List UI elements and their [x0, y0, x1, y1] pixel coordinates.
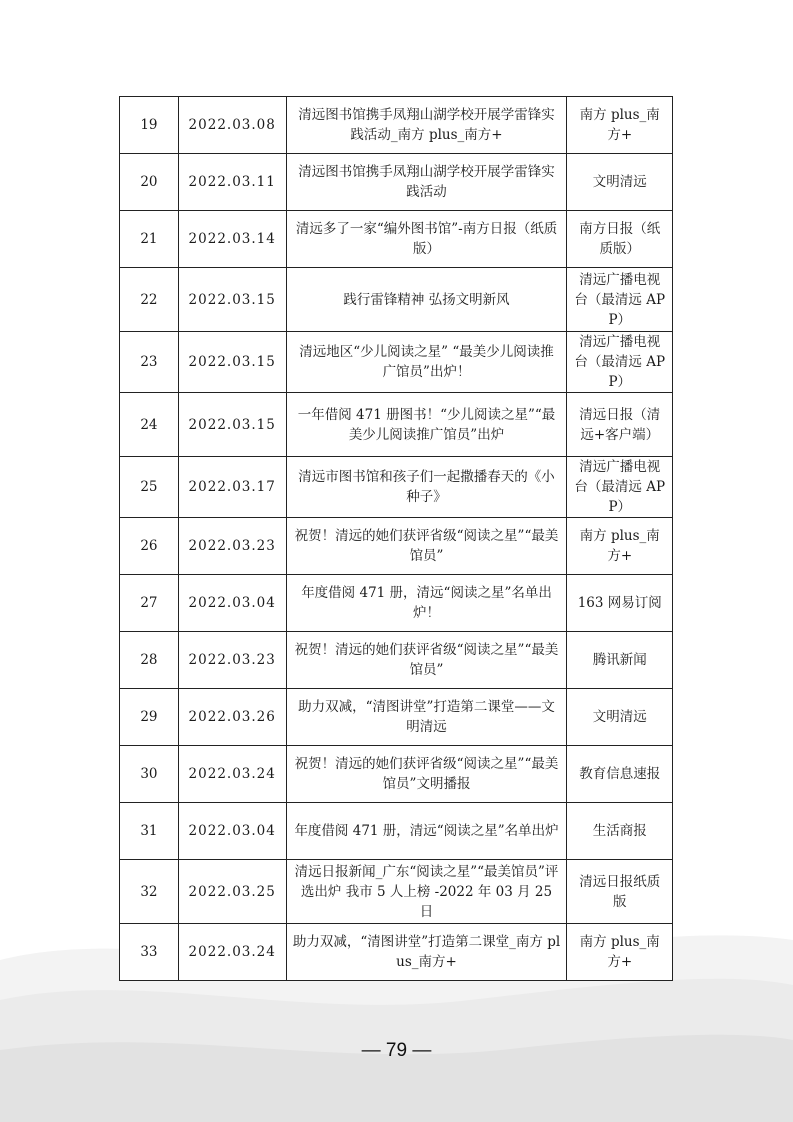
row-date: 2022.03.15	[178, 332, 286, 393]
row-date: 2022.03.24	[178, 746, 286, 803]
row-date: 2022.03.15	[178, 393, 286, 457]
row-source: 清远广播电视台（最清远 APP）	[567, 268, 673, 332]
row-number: 30	[120, 746, 179, 803]
row-number: 29	[120, 689, 179, 746]
row-number: 21	[120, 211, 179, 268]
table-row	[120, 268, 673, 332]
row-number: 20	[120, 154, 179, 211]
row-number: 27	[120, 575, 179, 632]
row-number: 23	[120, 332, 179, 393]
row-source: 南方 plus_南方+	[567, 97, 673, 154]
table-row	[120, 632, 673, 689]
row-title: 祝贺！清远的她们获评省级“阅读之星”“最美馆员”文明播报	[286, 746, 567, 803]
row-date: 2022.03.25	[178, 860, 286, 924]
table-body	[120, 97, 673, 981]
row-source: 教育信息速报	[567, 746, 673, 803]
row-title: 清远地区“少儿阅读之星” “最美少儿阅读推广馆员”出炉！	[286, 332, 567, 393]
row-title: 清远图书馆携手凤翔山湖学校开展学雷锋实践活动	[286, 154, 567, 211]
row-source: 生活商报	[567, 803, 673, 860]
row-number: 24	[120, 393, 179, 457]
media-coverage-table	[119, 96, 673, 981]
row-date: 2022.03.23	[178, 632, 286, 689]
table-row	[120, 575, 673, 632]
row-date: 2022.03.04	[178, 575, 286, 632]
table-row	[120, 332, 673, 393]
row-source: 文明清远	[567, 689, 673, 746]
row-number: 32	[120, 860, 179, 924]
row-title: 祝贺！清远的她们获评省级“阅读之星”“最美馆员”	[286, 632, 567, 689]
row-source: 清远广播电视台（最清远 APP）	[567, 457, 673, 518]
table-row	[120, 746, 673, 803]
row-number: 19	[120, 97, 179, 154]
row-title: 清远多了一家“编外图书馆”-南方日报（纸质版）	[286, 211, 567, 268]
row-title: 助力双减，“清图讲堂”打造第二课堂——文明清远	[286, 689, 567, 746]
row-date: 2022.03.11	[178, 154, 286, 211]
table-row	[120, 803, 673, 860]
row-date: 2022.03.23	[178, 518, 286, 575]
table-row	[120, 518, 673, 575]
row-number: 28	[120, 632, 179, 689]
row-title: 一年借阅 471 册图书！“少儿阅读之星”“最美少儿阅读推广馆员”出炉	[286, 393, 567, 457]
row-number: 26	[120, 518, 179, 575]
row-date: 2022.03.24	[178, 924, 286, 981]
row-number: 31	[120, 803, 179, 860]
row-date: 2022.03.15	[178, 268, 286, 332]
row-date: 2022.03.08	[178, 97, 286, 154]
row-title: 年度借阅 471 册，清远“阅读之星”名单出炉！	[286, 575, 567, 632]
table-row	[120, 924, 673, 981]
row-title: 清远日报新闻_广东“阅读之星”“最美馆员”评选出炉 我市 5 人上榜 -2022 年 03 月 25 日	[286, 860, 567, 924]
table-row	[120, 211, 673, 268]
row-date: 2022.03.26	[178, 689, 286, 746]
row-date: 2022.03.14	[178, 211, 286, 268]
row-source: 南方 plus_南方+	[567, 518, 673, 575]
row-source: 腾讯新闻	[567, 632, 673, 689]
table-row	[120, 154, 673, 211]
row-number: 22	[120, 268, 179, 332]
row-number: 25	[120, 457, 179, 518]
row-title: 年度借阅 471 册，清远“阅读之星”名单出炉	[286, 803, 567, 860]
row-title: 践行雷锋精神 弘扬文明新风	[286, 268, 567, 332]
row-source: 南方日报（纸质版）	[567, 211, 673, 268]
table-row	[120, 97, 673, 154]
page-number: — 79 —	[361, 1040, 432, 1061]
row-title: 清远市图书馆和孩子们一起撒播春天的《小种子》	[286, 457, 567, 518]
row-source: 南方 plus_南方+	[567, 924, 673, 981]
row-source: 文明清远	[567, 154, 673, 211]
row-source: 清远日报（清远+客户端）	[567, 393, 673, 457]
row-title: 助力双减，“清图讲堂”打造第二课堂_南方 plus_南方+	[286, 924, 567, 981]
table-row	[120, 860, 673, 924]
table-row	[120, 393, 673, 457]
row-date: 2022.03.17	[178, 457, 286, 518]
row-source: 清远广播电视台（最清远 APP）	[567, 332, 673, 393]
row-title: 祝贺！清远的她们获评省级“阅读之星”“最美馆员”	[286, 518, 567, 575]
table-row	[120, 457, 673, 518]
row-source: 清远日报纸质版	[567, 860, 673, 924]
row-source: 163 网易订阅	[567, 575, 673, 632]
table-row	[120, 689, 673, 746]
row-number: 33	[120, 924, 179, 981]
row-date: 2022.03.04	[178, 803, 286, 860]
row-title: 清远图书馆携手凤翔山湖学校开展学雷锋实践活动_南方 plus_南方+	[286, 97, 567, 154]
